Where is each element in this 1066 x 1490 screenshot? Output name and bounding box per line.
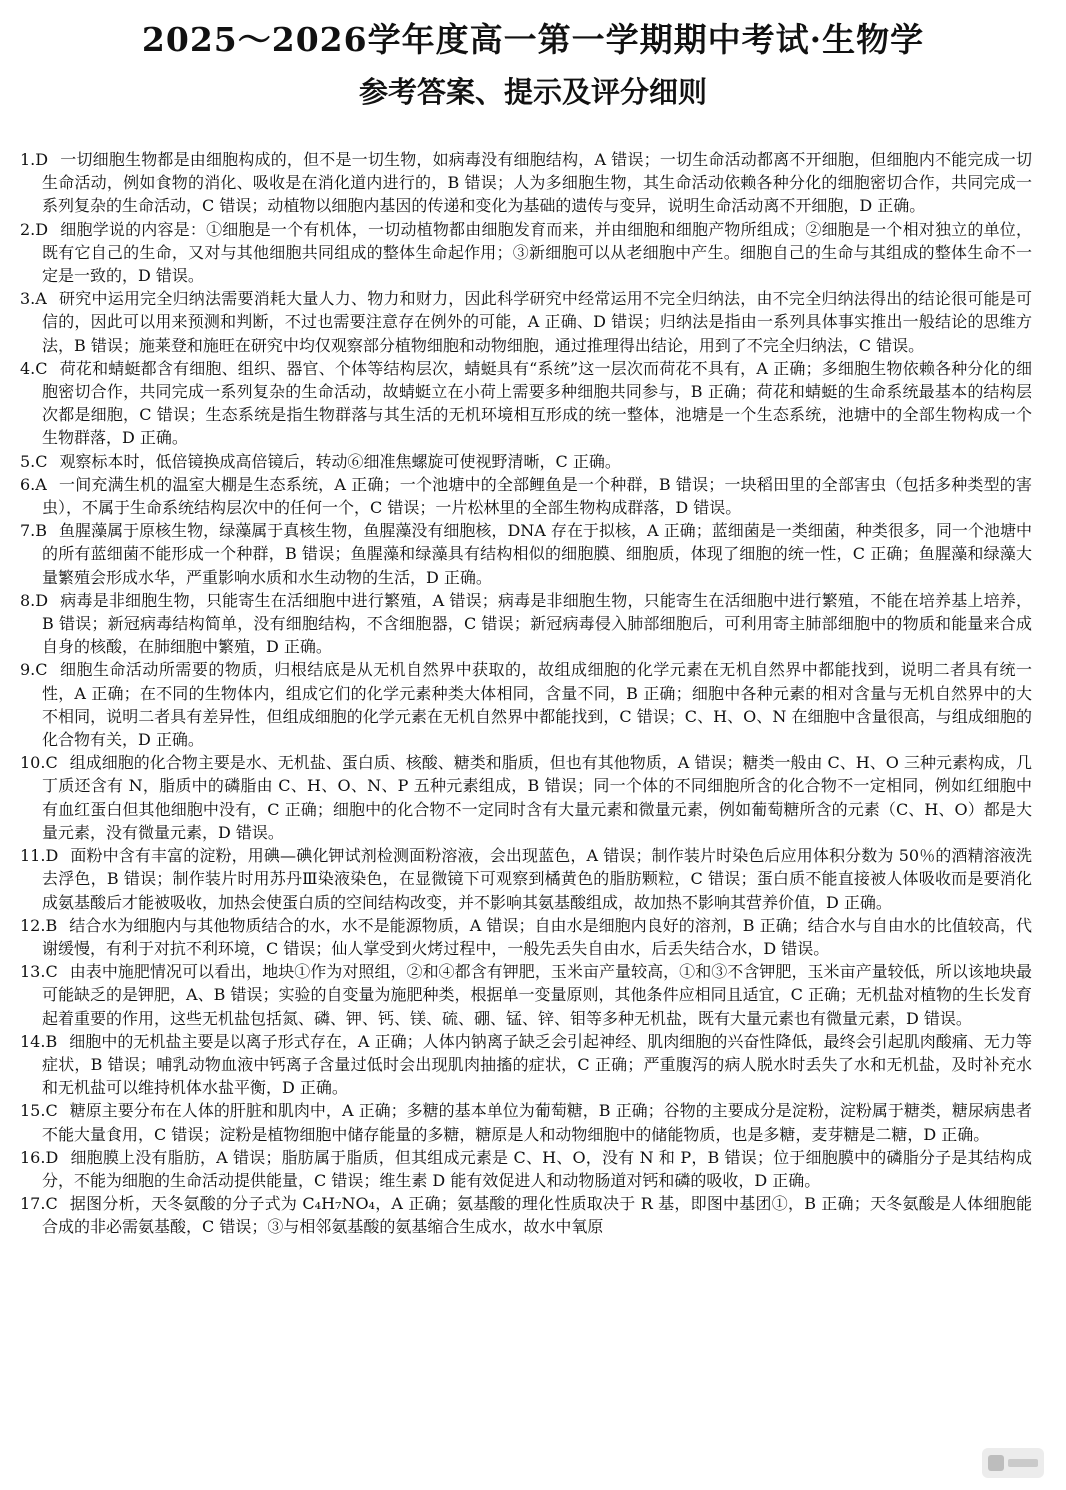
answer-explanation: 细胞中的无机盐主要是以离子形式存在，A 正确；人体内钠离子缺乏会引起神经、肌肉细胞的兴奋性降低，最终会引起肌肉酸痛、无力等症状，B 错误；哺乳动物血液中钙离子含量过低时会出现肌肉抽搐的症状，C 正确；严重腹泻的病人脱水时丢失了水和无机盐，及时补充水和无机盐可以维持机体水盐平衡，D 正确。 (42, 1031, 1032, 1098)
answer-number: 8. (20, 590, 36, 610)
answer-item (20, 450, 1032, 473)
answer-explanation: 面粉中含有丰富的淀粉，用碘—碘化钾试剂检测面粉溶液，会出现蓝色，A 错误；制作装片时染色后应用体积分数为 50％的酒精溶液洗去浮色，B 错误；制作装片时用苏丹Ⅲ染液染色，在显微镜下可观察到橘黄色的脂肪颗粒，C 错误；蛋白质不能直接被人体吸收而是要消化成氨基酸后才能被吸收，加热会使蛋白质的空间结构改变，并不影响其氨基酸组成，故加热不影响其营养价值，D 正确。 (42, 846, 1032, 912)
answer-letter: D (35, 590, 49, 610)
answer-number: 12. (20, 915, 46, 935)
answer-explanation: 观察标本时，低倍镜换成高倍镜后，转动⑥细准焦螺旋可使视野清晰，C 正确。 (59, 451, 621, 471)
answer-explanation: 荷花和蜻蜓都含有细胞、组织、器官、个体等结构层次，蜻蜓具有“系统”这一层次而荷花不具有，A 正确；多细胞生物依赖各种分化的细胞密切合作，共同完成一系列复杂的生命活动，故蜻蜓立在小荷上需要多种细胞共同参与，B 正确；荷花和蜻蜓的生命系统最基本的结构层次都是细胞，C 错误；生态系统是指生物群落与其生活的无机环境相互形成的统一整体，池塘是一个生态系统，池塘中的全部生物构成一个生物群落，D 正确。 (42, 358, 1032, 448)
answer-letter: A (35, 289, 47, 309)
answer-letter: D (45, 1147, 59, 1167)
answer-number: 11. (20, 846, 46, 866)
answer-list (20, 148, 1032, 1239)
answer-letter: C (45, 1101, 58, 1121)
answer-number: 16. (20, 1147, 46, 1167)
answer-letter: D (35, 219, 49, 239)
answer-item (20, 519, 1032, 589)
answer-item (20, 1099, 1032, 1145)
answer-explanation: 鱼腥藻属于原核生物，绿藻属于真核生物，鱼腥藻没有细胞核，DNA 存在于拟核，A 正确；蓝细菌是一类细菌，种类很多，同一个池塘中的所有蓝细菌不能形成一个种群，B 错误；鱼腥藻和绿藻具有结构相似的细胞膜、细胞质，体现了细胞的统一性，C 正确；鱼腥藻和绿藻大量繁殖会形成水华，严重影响水质和水生动物的生活，D 正确。 (42, 521, 1032, 587)
answer-letter: C (35, 358, 48, 378)
answer-explanation: 糖原主要分布在人体的肝脏和肌肉中，A 正确；多糖的基本单位为葡萄糖，B 正确；谷物的主要成分是淀粉，淀粉属于糖类，糖尿病患者不能大量食用，C 错误；淀粉是植物细胞中储存能量的多糖，糖原是人和动物细胞中的储能物质，也是多糖，麦芽糖是二糖，D 正确。 (42, 1101, 1032, 1144)
answer-letter: C (45, 1194, 58, 1214)
watermark-icon (982, 1448, 1044, 1478)
answer-number: 2. (20, 219, 36, 239)
answer-explanation: 一间充满生机的温室大棚是生态系统，A 正确；一个池塘中的全部鲤鱼是一个种群，B 错误；一块稻田里的全部害虫（包括多种类型的害虫），不属于生命系统结构层次中的任何一个，C 错误；一片松林里的全部生物构成群落，D 错误。 (42, 474, 1032, 518)
answer-letter: B (35, 521, 48, 541)
answer-number: 14. (20, 1031, 46, 1051)
answer-number: 9. (20, 660, 36, 680)
answer-letter: B (45, 1031, 58, 1051)
answer-number: 3. (20, 289, 36, 309)
answer-explanation: 研究中运用完全归纳法需要消耗大量人力、物力和财力，因此科学研究中经常运用不完全归纳法，由不完全归纳法得出的结论很可能是可信的，因此可以用来预测和判断，不过也需要注意存在例外的可能，A 正确、D 错误；归纳法是指由一系列具体事实推出一般结论的思维方法，B 错误；施莱登和施旺在研究中均仅观察部分植物细胞和动物细胞，通过推理得出结论，用到了不完全归纳法，C 错误。 (42, 289, 1032, 355)
answer-item (20, 1030, 1032, 1100)
answer-explanation: 细胞学说的内容是：①细胞是一个有机体，一切动植物都由细胞发育而来，并由细胞和细胞产物所组成；②细胞是一个相对独立的单位，既有它自己的生命，又对与其他细胞共同组成的整体生命起作用；③新细胞可以从老细胞中产生。细胞自己的生命与其组成的整体生命不一定是一致的，D 错误。 (42, 219, 1032, 286)
answer-item (20, 844, 1032, 914)
answer-explanation: 病毒是非细胞生物，只能寄生在活细胞中进行繁殖，A 错误；病毒是非细胞生物，只能寄生在活细胞中进行繁殖，不能在培养基上培养，B 错误；新冠病毒结构简单，没有细胞结构，不含细胞器，C 错误；新冠病毒侵入肺部细胞后，可利用寄主肺部细胞中的物质和能量来合成自身的核酸，在肺细胞中繁殖，D 正确。 (42, 590, 1032, 657)
answer-item (20, 1192, 1032, 1238)
answer-letter: D (35, 150, 49, 169)
answer-item (20, 914, 1032, 960)
answer-number: 7. (20, 521, 36, 541)
answer-number: 1. (20, 150, 36, 169)
answer-item (20, 287, 1032, 357)
answer-number: 17. (20, 1194, 46, 1214)
answer-explanation: 结合水为细胞内与其他物质结合的水，水不是能源物质，A 错误；自由水是细胞内良好的溶剂，B 正确；结合水与自由水的比值较高，代谢缓慢，有利于对抗不利环境，C 错误；仙人掌受到火烤过程中，一般先丢失自由水，后丢失结合水，D 错误。 (42, 915, 1032, 958)
answer-explanation: 组成细胞的化合物主要是水、无机盐、蛋白质、核酸、糖类和脂质，但也有其他物质，A 错误；糖类一般由 C、H、O 三种元素构成，几丁质还含有 N，脂质中的磷脂由 C、H、O、N、P 五种元素组成，B 错误；同一个体的不同细胞所含的化合物不一定相同，例如红细胞中有血红蛋白但其他细胞中没有，C 正确；细胞中的化合物不一定同时含有大量元素和微量元素，例如葡萄糖所含的元素（C、H、O）都是大量元素，没有微量元素，D 错误。 (42, 753, 1032, 842)
page-subtitle: 参考答案、提示及评分细则 (358, 75, 707, 109)
answer-number: 4. (20, 358, 36, 378)
answer-letter: D (45, 846, 59, 866)
answer-item (20, 751, 1032, 844)
answer-number: 5. (20, 451, 36, 471)
answer-number: 10. (20, 753, 46, 773)
answer-item (20, 589, 1032, 659)
answer-item (20, 357, 1032, 450)
answer-explanation: 细胞膜上没有脂肪，A 错误；脂肪属于脂质，但其组成元素是 C、H、O，没有 N 和 P，B 错误；位于细胞膜中的磷脂分子是其结构成分，不能为细胞的生命活动提供能量，C 错误；维生素 D 能有效促进人和动物肠道对钙和磷的吸收，D 正确。 (42, 1147, 1032, 1190)
answer-letter: C (35, 451, 48, 471)
answer-item (20, 148, 1032, 218)
answer-letter: C (45, 962, 58, 982)
watermark-logo (982, 1448, 1044, 1478)
answer-number: 6. (20, 474, 36, 494)
answer-item (20, 1146, 1032, 1192)
page-title: 2025～2026学年度高一第一学期期中考试·生物学 (141, 20, 925, 59)
answer-explanation: 细胞生命活动所需要的物质，归根结底是从无机自然界中获取的，故组成细胞的化学元素在无机自然界中都能找到，说明二者具有统一性，A 正确；在不同的生物体内，组成它们的化学元素种类大体相同，含量不同，B 正确；细胞中各种元素的相对含量与无机自然界中的大不相同，说明二者具有差异性，但组成细胞的化学元素在无机自然界中都能找到，C 错误；C、H、O、N 在细胞中含量很高，与组成细胞的化合物有关，D 正确。 (42, 660, 1032, 750)
answer-number: 13. (20, 962, 46, 982)
answer-letter: A (35, 474, 47, 494)
answer-letter: C (45, 753, 58, 773)
answer-explanation: 据图分析，天冬氨酸的分子式为 C₄H₇NO₄，A 正确；氨基酸的理化性质取决于 R 基，即图中基团①，B 正确；天冬氨酸是人体细胞能合成的非必需氨基酸，C 错误；③与相邻氨基酸的氨基缩合生成水，故水中氧原 (42, 1194, 1032, 1237)
answer-explanation: 由表中施肥情况可以看出，地块①作为对照组，②和④都含有钾肥，玉米亩产量较高，①和③不含钾肥，玉米亩产量较低，所以该地块最可能缺乏的是钾肥，A、B 错误；实验的自变量为施肥种类，根据单一变量原则，其他条件应相同且适宜，C 正确；无机盐对植物的生长发育起着重要的作用，这些无机盐包括氮、磷、钾、钙、镁、硫、硼、锰、锌、钼等多种无机盐，既有大量元素也有微量元素，D 错误。 (42, 962, 1032, 1028)
answer-explanation: 一切细胞生物都是由细胞构成的，但不是一切生物，如病毒没有细胞结构，A 错误；一切生命活动都离不开细胞，但细胞内不能完成一切生命活动，例如食物的消化、吸收是在消化道内进行的，B 错误；人为多细胞生物，其生命活动依赖各种分化的细胞密切合作，共同完成一系列复杂的生命活动，C 错误；动植物以细胞内基因的传递和变化为基础的遗传与变异，说明生命活动离不开细胞，D 正确。 (42, 150, 1032, 216)
answer-item (20, 658, 1032, 751)
answer-number: 15. (20, 1101, 46, 1121)
answer-item (20, 473, 1032, 519)
answer-letter: C (35, 660, 48, 680)
answer-item (20, 960, 1032, 1030)
answer-item (20, 218, 1032, 288)
answer-letter: B (45, 915, 58, 935)
